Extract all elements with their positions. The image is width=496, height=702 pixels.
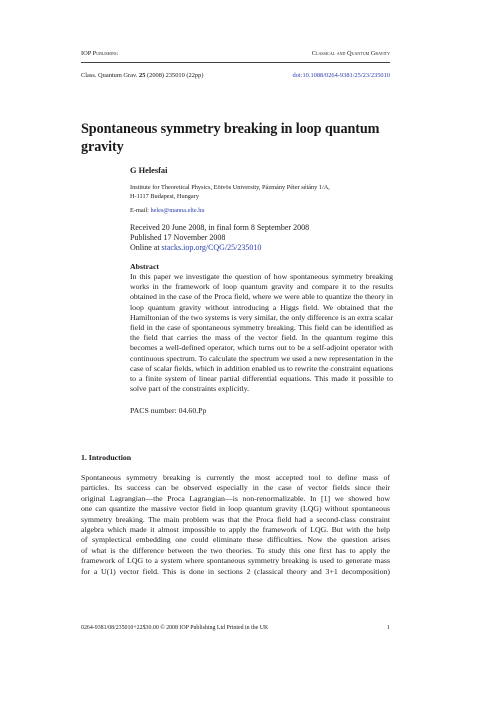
- header-rule: [81, 62, 390, 63]
- pacs-number: PACS number: 04.60.Pp: [130, 406, 207, 415]
- intro-line: original Lagrangian—the Proca Lagrangian—is non-renormalizable. In [1] we showed how: [81, 493, 390, 503]
- intro-line: particles. Its success can be observed especially in the case of vector fields since their: [81, 483, 390, 493]
- intro-line: of what is the difference between the two theories. To study this one first has to apply the: [81, 545, 390, 555]
- abstract-heading: Abstract: [130, 262, 160, 271]
- journal-name: Classical and Quantum Gravity: [311, 50, 390, 57]
- affiliation: [130, 184, 393, 201]
- online-prefix: Online at: [130, 243, 160, 253]
- section-heading: 1. Introduction: [81, 453, 132, 462]
- intro-line: one can quantize the massive vector field in loop quantum gravity (LQG) without spontaneous: [81, 504, 390, 514]
- intro-line: framework of LQG to a system where spontaneous symmetry breaking is used to generate mass: [81, 556, 390, 566]
- intro-line: Spontaneous symmetry breaking is currently the most accepted tool to define mass of: [81, 473, 390, 482]
- received-date: Received 20 June 2008, in final form 8 September 2008: [130, 223, 310, 232]
- intro-line: for a U(1) vector field. This is done in sections 2 (classical theory and 3+1 decomposition): [81, 566, 390, 576]
- intro-line: symmetry breaking. The main problem was that the Proca field had a second-class constraint: [81, 514, 390, 524]
- footer-copyright: 0264-9381/08/235010+22$30.00 © 2008 IOP Publishing Ltd Printed in the UK: [81, 625, 269, 631]
- publisher-name: IOP Publishing: [81, 50, 118, 57]
- email-label: E-mail:: [130, 207, 149, 214]
- intro-line: algebra which made it almost impossible to apply the framework of LQG. But with the help: [81, 525, 390, 535]
- published-date: Published 17 November 2008: [130, 233, 226, 243]
- introduction-text: [81, 473, 390, 577]
- email-line: [130, 207, 393, 214]
- abstract-text: In this paper we investigate the question of how spontaneous symmetry breaking works in the framework of loop quantum gravity and compare it to the results obtained in the case of the Proca field, where we were able to quantize the theory in loop quantum gravity without introducing a Higgs field. We obtained that the Hamiltonian of the two systems is very similar, the only difference is an extra scalar field in the case of spontaneous symmetry breaking. This field can be identified as the field that carries the mass of the vector field. In the quantum regime this becomes a well-defined operator, which turns out to be a self-adjoint operator with continuous spectrum. To calculate the spectrum we used a new representation in the case of scalar fields, which in addition enabled us to rewrite the constraint equations to a finite system of linear partial differential equations. This made it possible to solve part of the constraints explicitly.: [130, 272, 393, 394]
- affiliation-line-1: Institute for Theoretical Physics, Eötvös University, Pázmány Péter sétány 1/A,: [130, 184, 330, 191]
- online-link[interactable]: stacks.iop.org/CQG/25/235010: [161, 243, 262, 253]
- citation: [81, 72, 203, 79]
- paper-title: Spontaneous symmetry breaking in loop quantum gravity: [81, 121, 380, 155]
- citation-suffix: (2008) 235010 (22pp): [147, 72, 204, 79]
- publication-dates: [130, 223, 393, 254]
- citation-volume: 25: [139, 72, 146, 79]
- online-line: [130, 243, 393, 253]
- author-name: G Helesfai: [130, 166, 168, 175]
- citation-prefix: Class. Quantum Grav.: [81, 72, 138, 79]
- affiliation-line-2: H-1117 Budapest, Hungary: [130, 192, 199, 200]
- intro-line: of symplectical embedding one could eliminate these difficulties. Now the question arises: [81, 535, 390, 545]
- email-link[interactable]: heles@manna.elte.hu: [150, 207, 205, 214]
- page-number: 1: [387, 625, 390, 631]
- doi-link[interactable]: doi:10.1088/0264-9381/25/23/235010: [292, 72, 390, 79]
